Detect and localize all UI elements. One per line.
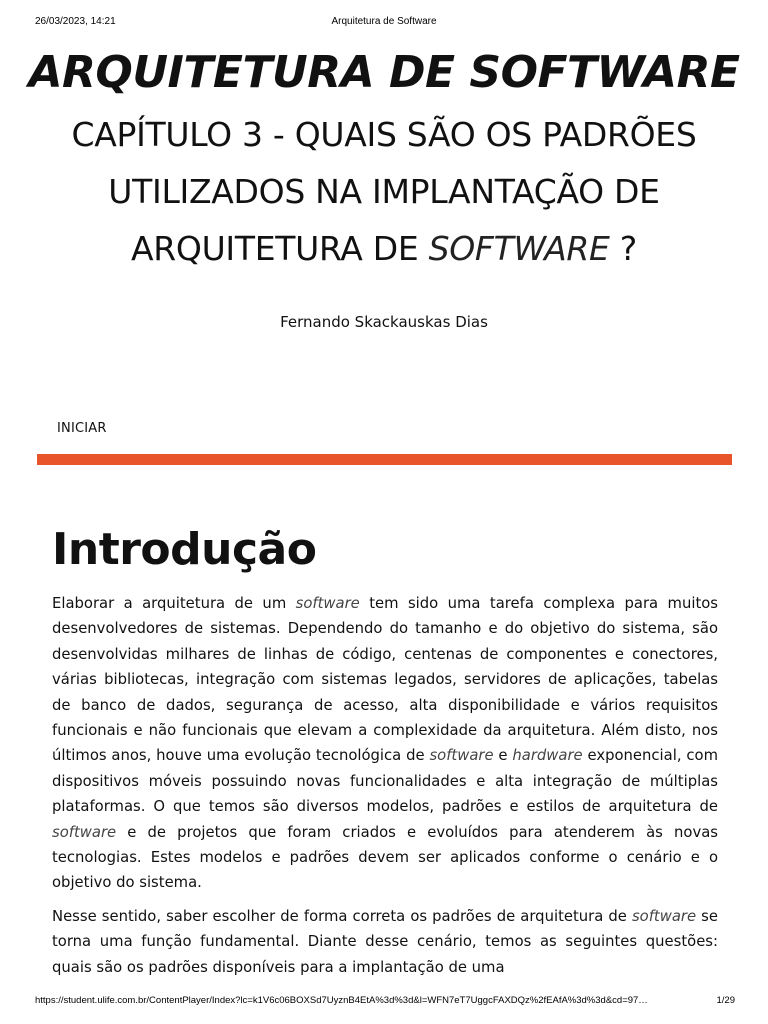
text-run: e de projetos que foram criados e evoluídos para atenderem às novas tecnologias. Estes modelos e padrões devem ser aplicados conforme o cenário e o objetivo do sistema. [52, 823, 718, 892]
section-title: Introdução [52, 524, 317, 575]
subtitle-line-3-text: ARQUITETURA DE [130, 229, 429, 268]
author-name: Fernando Skackauskas Dias [280, 313, 488, 331]
subtitle-line-2: UTILIZADOS NA IMPLANTAÇÃO DE [108, 172, 660, 211]
text-run: exponencial, com dispositivos móveis possuindo novas funcionalidades e alta integração de múltiplas plataformas. O que temos são diversos modelos, padrões e estilos de arquitetura de [52, 747, 718, 816]
subtitle-line-3 [30, 220, 738, 277]
text-run: Elaborar a arquitetura de um [52, 595, 296, 612]
text-run: e [493, 747, 513, 765]
subtitle-software-italic: SOFTWARE [428, 229, 610, 268]
print-header [0, 16, 768, 30]
italic-term: software [295, 595, 360, 612]
subtitle-question-mark: ? [609, 229, 637, 268]
accent-divider-bar [37, 454, 732, 465]
text-run: se torna uma função fundamental. Diante desse cenário, temos as seguintes questões: quais são os padrões disponíveis para a implantação de uma [52, 908, 718, 976]
print-page-number: 1/29 [716, 995, 735, 1006]
italic-term: software [429, 747, 494, 765]
print-page-title: Arquitetura de Software [331, 16, 437, 27]
italic-term: software [631, 908, 697, 925]
intro-paragraph-1 [52, 591, 718, 896]
italic-term: hardware [512, 747, 583, 765]
print-timestamp: 26/03/2023, 14:21 [35, 16, 116, 27]
chapter-subtitle [30, 106, 738, 277]
start-button[interactable]: INICIAR [57, 421, 107, 436]
print-footer [0, 995, 768, 1009]
intro-paragraph-2 [52, 904, 718, 980]
text-run: tem sido uma tarefa complexa para muitos desenvolvedores de sistemas. Dependendo do tamanho e do objetivo do sistema, são desenvolvidas milhares de linhas de código, centenas de componentes e conectores, várias bibliotecas, integração com sistemas legados, servidores de aplicações, tabelas de banco de dados, segurança de acesso, alta disponibilidade e vários requisitos funcionais e não funcionais que elevam a complexidade da arquitetura. Além disto, nos últimos anos, houve uma evolução tecnológica de [52, 595, 719, 765]
subtitle-line-1: CAPÍTULO 3 - QUAIS SÃO OS PADRÕES [71, 115, 697, 154]
print-url: https://student.ulife.com.br/ContentPlayer/Index?lc=k1V6c06BOXSd7UyznB4EtA%3d%3d&l=WFN7eT7UggcFAXDQz%2fEAfA%3d%3d&cd=97… [35, 995, 648, 1006]
text-run: Nesse sentido, saber escolher de forma correta os padrões de arquitetura de [52, 908, 632, 925]
document-main-title: ARQUITETURA DE SOFTWARE [28, 47, 740, 98]
italic-term: software [52, 823, 117, 841]
